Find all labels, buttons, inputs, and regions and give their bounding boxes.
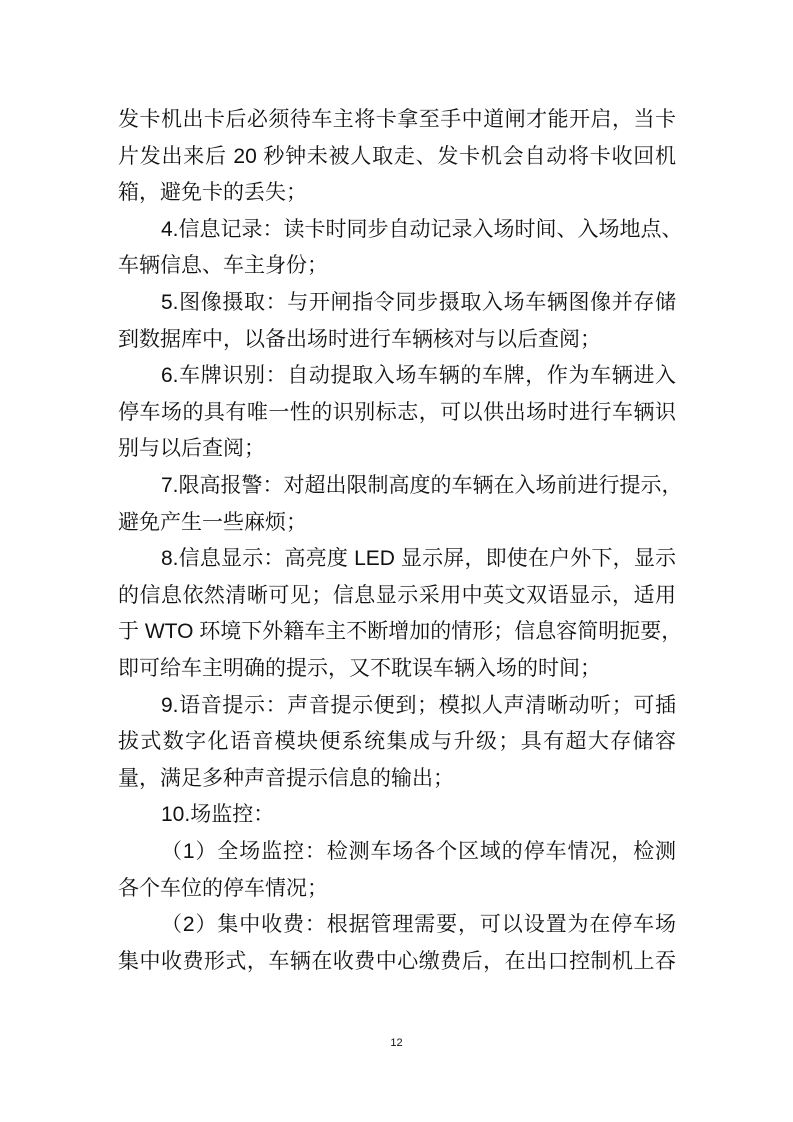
text-line: 避免产生一些麻烦； [118,510,307,534]
text-line: （1）全场监控：检测车场各个区域的停车情况，检测 [161,840,676,863]
text-line: 9.语音提示：声音提示便到；模拟人声清晰动听；可插 [161,693,676,717]
text-line: 别与以后查阅； [118,437,265,461]
text-line: 量，满足多种声音提示信息的输出； [118,766,454,790]
text-line: 8.信息显示：高亮度 LED 显示屏，即使在户外下，显示 [161,547,676,571]
text-line: 各个车位的停车情况； [118,876,328,900]
text-line: 5.图像摄取：与开闸指令同步摄取入场车辆图像并存储 [161,291,676,314]
text-line: 停车场的具有唯一性的识别标志，可以供出场时进行车辆识 [118,400,676,424]
text-line: 箱，避免卡的丢失； [118,181,307,205]
text-line: 拔式数字化语音模块便系统集成与升级；具有超大存储容 [118,730,676,754]
text-line: 集中收费形式，车辆在收费中心缴费后，在出口控制机上吞 [118,949,676,973]
page-number: 12 [390,1037,403,1049]
text-line: 即可给车主明确的提示，又不耽误车辆入场的时间； [118,657,601,680]
text-line: 10.场监控： [161,803,275,827]
text-line: 到数据库中，以备出场时进行车辆核对与以后查阅； [118,327,601,351]
text-line: （2）集中收费：根据管理需要，可以设置为在停车场 [161,913,676,937]
text-line: 发卡机出卡后必须待车主将卡拿至手中道闸才能开启，当卡 [118,108,676,131]
text-line: 4.信息记录：读卡时同步自动记录入场时间、入场地点、 [161,217,683,241]
text-line: 6.车牌识别：自动提取入场车辆的车牌，作为车辆进入 [161,364,676,388]
text-line: 于 WTO 环境下外籍车主不断增加的情形；信息容简明扼要， [118,620,683,644]
text-line: 7.限高报警：对超出限制高度的车辆在入场前进行提示， [161,474,683,497]
text-line: 车辆信息、车主身份； [118,254,328,278]
text-line: 片发出来后 20 秒钟未被人取走、发卡机会自动将卡收回机 [118,144,676,168]
text-line: 的信息依然清晰可见；信息显示采用中英文双语显示，适用 [118,583,676,607]
